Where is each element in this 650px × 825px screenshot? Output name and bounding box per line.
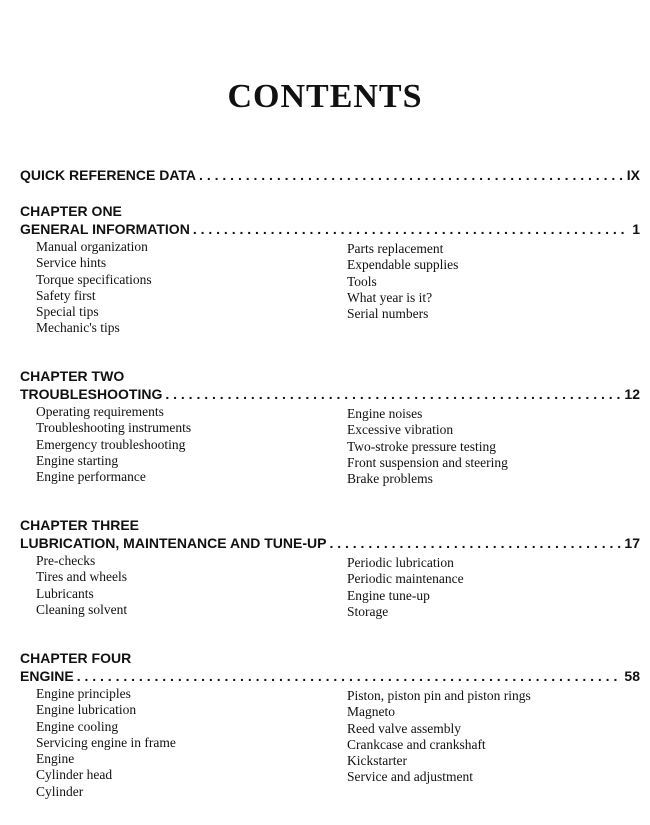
chapter-page: 17 [624, 535, 640, 551]
list-item: Manual organization [36, 239, 148, 254]
quick-reference-page: IX [626, 167, 640, 183]
list-item: Troubleshooting instruments [36, 420, 192, 436]
list-item: Piston, piston pin and piston rings [347, 688, 531, 703]
list-item: Crankcase and crankshaft [347, 736, 486, 752]
quick-reference-label: QUICK REFERENCE DATA [20, 167, 197, 183]
chapter-title: ENGINE [20, 668, 74, 684]
chapter-title-entry[interactable] [20, 667, 640, 685]
chapter-title: GENERAL INFORMATION [20, 221, 190, 237]
chapter-title: LUBRICATION, MAINTENANCE AND TUNE-UP [20, 535, 327, 551]
list-item: Brake problems [347, 471, 433, 487]
chapter-title-entry[interactable] [20, 385, 640, 403]
chapter-two [20, 368, 640, 523]
topic-list-right [347, 555, 464, 620]
chapter-number: CHAPTER FOUR [20, 650, 132, 666]
list-item: Magneto [347, 704, 395, 720]
topic-list-left [36, 553, 127, 618]
list-item: Tires and wheels [36, 569, 127, 585]
list-item: Cylinder head [36, 767, 113, 783]
list-item: Engine performance [36, 469, 146, 485]
list-item: Safety first [36, 287, 96, 303]
list-item: Excessive vibration [347, 422, 454, 438]
list-item: Torque specifications [36, 271, 152, 287]
list-item: Two-stroke pressure testing [347, 438, 497, 454]
list-item: Engine lubrication [36, 702, 137, 718]
list-item: Cleaning solvent [36, 601, 128, 617]
list-item: Special tips [36, 304, 99, 320]
chapter-title: TROUBLESHOOTING [20, 386, 163, 402]
list-item: Engine cooling [36, 718, 119, 734]
list-item: What year is it? [347, 289, 433, 305]
list-item: Serial numbers [347, 306, 429, 322]
topic-list-right [347, 688, 531, 786]
chapter-number: CHAPTER TWO [20, 368, 125, 384]
dot-leader [199, 167, 624, 183]
list-item: Servicing engine in frame [36, 734, 176, 750]
list-item: Front suspension and steering [347, 454, 508, 470]
chapter-four [20, 650, 640, 805]
page-title: CONTENTS [227, 78, 423, 115]
list-item: Engine [36, 751, 75, 767]
list-item: Pre-checks [36, 553, 96, 568]
list-item: Service hints [36, 255, 107, 271]
topic-list-left [36, 686, 176, 800]
list-item: Cylinder [36, 783, 84, 799]
topic-list-right [347, 406, 508, 487]
chapter-number: CHAPTER ONE [20, 203, 122, 219]
list-item: Service and adjustment [347, 769, 473, 785]
chapter-title-entry[interactable] [20, 220, 640, 238]
list-item: Mechanic's tips [36, 320, 120, 336]
list-item: Periodic lubrication [347, 555, 454, 570]
list-item: Engine starting [36, 452, 119, 468]
topic-list-left [36, 239, 152, 337]
list-item: Engine tune-up [347, 587, 430, 603]
dot-leader [165, 385, 621, 403]
chapter-title-entry[interactable] [20, 534, 640, 552]
list-item: Reed valve assembly [347, 720, 461, 736]
list-item: Tools [347, 273, 377, 289]
dot-leader [329, 534, 621, 552]
list-item: Emergency troubleshooting [36, 436, 186, 452]
chapter-page: 58 [624, 668, 640, 684]
dot-leader [77, 667, 622, 685]
list-item: Storage [347, 603, 389, 619]
list-item: Engine noises [347, 406, 423, 421]
topic-list-right [347, 241, 458, 322]
list-item: Periodic maintenance [347, 571, 464, 587]
chapter-number: CHAPTER THREE [20, 517, 140, 533]
quick-reference-entry[interactable] [20, 167, 640, 183]
dot-leader [193, 220, 629, 238]
list-item: Expendable supplies [347, 257, 459, 273]
list-item: Kickstarter [347, 753, 407, 769]
chapter-page: 12 [624, 386, 640, 402]
topic-list-left [36, 404, 191, 485]
list-item: Operating requirements [36, 404, 164, 419]
chapter-three [20, 517, 640, 672]
list-item: Parts replacement [347, 241, 444, 256]
list-item: Engine principles [36, 686, 131, 701]
list-item: Lubricants [36, 585, 94, 601]
chapter-one [20, 203, 640, 358]
chapter-page: 1 [632, 221, 640, 237]
